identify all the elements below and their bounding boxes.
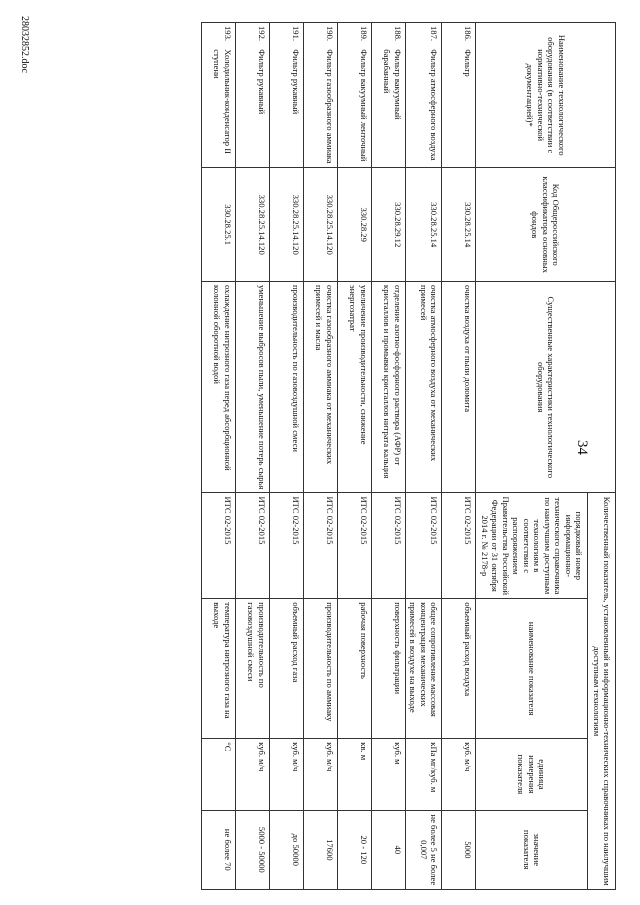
table-row [269,23,303,890]
table-row [405,23,441,890]
equipment-table [201,22,616,890]
table-row [235,23,269,890]
its-number: ИТС 02-2015 [405,493,441,599]
value: 5000 - 50000 [235,810,269,889]
indicator-name: температура нитрозного газа на выходе [201,599,235,739]
its-number: ИТС 02-2015 [337,493,371,599]
value: 5000 [442,810,476,889]
header-characteristics: Существенные характеристики технологического оборудования [476,282,616,493]
row-number: 187. [405,23,441,47]
unit: куб. м/ч [269,739,303,810]
table-row [303,23,337,890]
table-row [337,23,371,890]
header-its-number: порядковый номер информационно-технического справочника по наилучшим доступным технологиям в соответствии с распоряжением Правительства Российской Федерации от 31 октября 2014 г. № 2178-р [476,493,588,599]
equipment-name: Фильтр рукавный [235,46,269,168]
its-number: ИТС 02-2015 [442,493,476,599]
equipment-name: Фильтр газообразного аммиака [303,46,337,168]
row-number: 186. [442,23,476,47]
its-number: ИТС 02-2015 [371,493,405,599]
characteristics: уменьшение выбросов пыли, уменьшение потерь сырья [235,282,269,493]
okof-code: 330.28.29.12 [371,168,405,282]
row-number: 192. [235,23,269,47]
indicator-name: общее сопротивление массовая концентрация механических примесей в воздухе на выходе [405,599,441,739]
row-number: 191. [269,23,303,47]
header-name: Наименование технологического оборудования (в соответствии с нормативно-технической документацией)* [476,23,616,168]
value: 40 [371,810,405,889]
table-row [201,23,235,890]
its-number: ИТС 02-2015 [201,493,235,599]
unit: куб. м/ч [235,739,269,810]
unit: куб. м [371,739,405,810]
document-filename: 28032852.doc [19,16,30,73]
its-number: ИТС 02-2015 [303,493,337,599]
its-number: ИТС 02-2015 [235,493,269,599]
unit: куб. м/ч [303,739,337,810]
equipment-name: Холодильник-конденсатор II ступени [201,46,235,168]
its-number: ИТС 02-2015 [269,493,303,599]
characteristics: производительность по газовоздушной смеси [269,282,303,493]
equipment-name: Фильтр рукавный [269,46,303,168]
row-number: 190. [303,23,337,47]
indicator-name: производительность по аммиаку [303,599,337,739]
equipment-name: Фильтр атмосферного воздуха [405,46,441,168]
equipment-name: Фильтр [442,46,476,168]
okof-code: 330.28.25.14.120 [303,168,337,282]
indicator-name: производительность по газовоздушной смеси [235,599,269,739]
value: 17600 [303,810,337,889]
equipment-name: Фильтр вакуумный ленточный [337,46,371,168]
header-value: значение показателя [476,810,588,889]
unit: кПа мг/куб. м [405,739,441,810]
characteristics: очистка атмосферного воздуха от механических примесей [405,282,441,493]
value: 20 - 120 [337,810,371,889]
header-unit: единица измерения показателя [476,739,588,810]
header-indicator-name: наименование показателя [476,599,588,739]
row-number: 193. [201,23,235,47]
characteristics: очистка газообразного аммиака от механических примесей и масла [303,282,337,493]
row-number: 189. [337,23,371,47]
okof-code: 330.28.25.14 [405,168,441,282]
page-number: 34 [574,440,590,455]
characteristics: отделение азотно-фосфорного раствора (АФР) от кристаллов и промывки кристаллов нитрата кальция [371,282,405,493]
value: до 50000 [269,810,303,889]
header-indicator-group: Количественный показатель, установленный в информационно-технических справочниках по наилучшим доступным технологиям [588,493,616,890]
characteristics: охлаждение нитрозного газа перед абсорбционной колонной оборотной водой [201,282,235,493]
indicator-name: рабочая поверхность [337,599,371,739]
okof-code: 330.28.29 [337,168,371,282]
table-row [442,23,476,890]
characteristics: увеличение производительности, снижение энергозатрат [337,282,371,493]
okof-code: 330.28.25.14 [442,168,476,282]
indicator-name: поверхность фильтрации [371,599,405,739]
table-row [371,23,405,890]
indicator-name: объемный расход газа [269,599,303,739]
equipment-name: Фильтр вакуумный барабанный [371,46,405,168]
header-code: Код Общероссийского классификатора основных фондов [476,168,616,282]
okof-code: 330.28.25.14.120 [269,168,303,282]
table-header-row [588,23,616,890]
okof-code: 330.28.25.1 [201,168,235,282]
unit: куб. м/ч [442,739,476,810]
unit: кв. м [337,739,371,810]
okof-code: 330.28.25.14.120 [235,168,269,282]
row-number: 188. [371,23,405,47]
value: не более 5 не более 0,007 [405,810,441,889]
value: не более 70 [201,810,235,889]
unit: °С [201,739,235,810]
characteristics: очистка воздуха от пыли доломита [442,282,476,493]
indicator-name: объемный расход воздуха [442,599,476,739]
